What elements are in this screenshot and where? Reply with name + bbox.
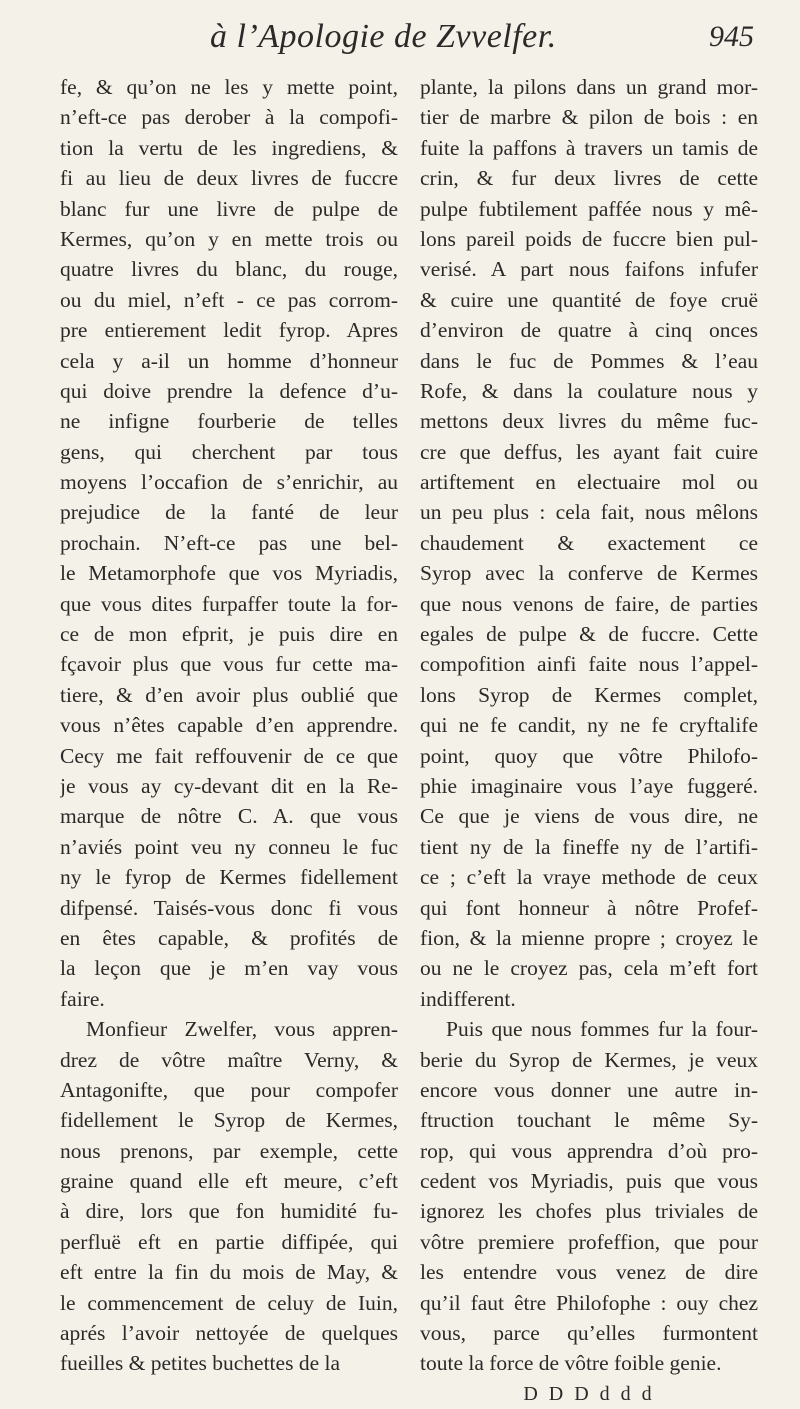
- text-line: prejudice de la fanté de leur: [60, 500, 398, 525]
- text-line: blanc fur une livre de pulpe de: [60, 196, 398, 221]
- running-head: [60, 12, 760, 60]
- text-line: ou du miel, n’eft - ce pas corrom-: [60, 287, 398, 312]
- text-line: graine quand elle eft meure, c’eft: [60, 1169, 398, 1194]
- text-line: pulpe fubtilement paffée nous y mê-: [420, 196, 758, 221]
- text-line: encore vous donner une autre in-: [420, 1077, 758, 1102]
- text-line: d’environ de quatre à cinq onces: [420, 318, 758, 343]
- text-line: un peu plus : cela fait, nous mêlons: [420, 500, 758, 525]
- text-line: egales de pulpe & de fuccre. Cette: [420, 622, 758, 647]
- left-column: [60, 72, 398, 1379]
- text-line: chaudement & exactement ce: [420, 530, 758, 555]
- text-line: vôtre premiere profeffion, que pour: [420, 1229, 758, 1254]
- text-line: ny le fyrop de Kermes fidellement: [60, 865, 398, 890]
- text-line: fçavoir plus que vous fur cette ma-: [60, 652, 398, 677]
- text-line: Monfieur Zwelfer, vous appren-: [86, 1017, 398, 1042]
- text-line: qu’il faut être Philofophe : ouy chez: [420, 1290, 758, 1315]
- text-line: verisé. A part nous faifons infufer: [420, 257, 758, 282]
- text-line: les entendre vous venez de dire: [420, 1260, 758, 1285]
- text-line: que nous venons de faire, de parties: [420, 591, 758, 616]
- text-line: Syrop avec la conferve de Kermes: [420, 561, 758, 586]
- text-line: point, quoy que vôtre Philofo-: [420, 743, 758, 768]
- text-line: fidellement le Syrop de Kermes,: [60, 1108, 398, 1133]
- running-title: à l’Apologie de Zvvelfer.: [210, 18, 557, 55]
- text-line: cela y a-il un homme d’honneur: [60, 348, 398, 373]
- text-line: que vous dites furpaffer toute la for-: [60, 591, 398, 616]
- text-line: cedent vos Myriadis, puis que vous: [420, 1169, 758, 1194]
- text-line: Puis que nous fommes fur la four-: [446, 1017, 758, 1042]
- text-line: fi au lieu de deux livres de fuccre: [60, 166, 398, 191]
- text-line: fe, & qu’on ne les y mette point,: [60, 75, 398, 99]
- text-line: gens, qui cherchent par tous: [60, 439, 398, 464]
- text-line: nous prenons, par exemple, cette: [60, 1138, 398, 1163]
- text-line: berie du Syrop de Kermes, je veux: [420, 1047, 758, 1072]
- text-line: fion, & la mienne propre ; croyez le: [420, 925, 758, 950]
- text-line: ne infigne fourberie de telles: [60, 409, 398, 434]
- text-line: ignorez les chofes plus triviales de: [420, 1199, 758, 1224]
- page-number: 945: [709, 20, 754, 53]
- text-line: prochain. N’eft-ce pas une bel-: [60, 530, 398, 555]
- text-line: Cecy me fait reffouvenir de ce que: [60, 743, 398, 768]
- text-line: le Metamorphofe que vos Myriadis,: [60, 561, 398, 586]
- text-line: tion la vertu de les ingrediens, &: [60, 135, 398, 160]
- text-line: la leçon que je m’en vay vous: [60, 956, 398, 981]
- text-line: à dire, lors que fon humidité fu-: [60, 1199, 398, 1224]
- text-line: vous, parce qu’elles furmontent: [420, 1321, 758, 1346]
- right-column: [420, 72, 758, 1409]
- text-line: lons pareil poids de fuccre bien pul-: [420, 226, 758, 251]
- text-line: je vous ay cy-devant dit en la Re-: [60, 773, 398, 798]
- text-line: fuite la paffons à travers un tamis de: [420, 135, 758, 160]
- text-line: n’eft-ce pas derober à la compofi-: [60, 105, 398, 130]
- text-line: perfluë eft en partie diffipée, qui: [60, 1229, 398, 1254]
- text-line: le commencement de celuy de Iuin,: [60, 1290, 398, 1315]
- text-line: tiere, & d’en avoir plus oublié que: [60, 682, 398, 707]
- text-line: ftruction touchant le même Sy-: [420, 1108, 758, 1133]
- text-line: lons Syrop de Kermes complet,: [420, 682, 758, 707]
- text-line: faire.: [60, 986, 105, 1011]
- text-line: pre entierement ledit fyrop. Apres: [60, 318, 398, 343]
- text-line: phie imaginaire vous l’aye fuggeré.: [420, 773, 758, 798]
- text-line: difpensé. Taisés-vous donc fi vous: [60, 895, 398, 920]
- text-line: vous n’êtes capable d’en apprendre.: [60, 713, 398, 738]
- text-line: indifferent.: [420, 986, 516, 1011]
- text-line: Ce que je viens de vous dire, ne: [420, 804, 758, 829]
- text-line: mettons deux livres du même fuc-: [420, 409, 758, 434]
- text-line: Kermes, qu’on y en mette trois ou: [60, 226, 398, 251]
- text-line: ce ; c’eft la vraye methode de ceux: [420, 865, 758, 890]
- text-line: Antagonifte, que pour compofer: [60, 1077, 398, 1102]
- text-line: quatre livres du blanc, du rouge,: [60, 257, 398, 282]
- text-line: tient ny de la fineffe ny de l’artifi-: [420, 834, 758, 859]
- text-line: crin, & fur deux livres de cette: [420, 166, 758, 191]
- text-line: artiftement en electuaire mol ou: [420, 470, 758, 495]
- text-line: qui ne fe candit, ny ne fe cryftalife: [420, 713, 758, 738]
- text-line: qui font honneur à nôtre Profef-: [420, 895, 758, 920]
- text-line: aprés l’avoir nettoyée de quelques: [60, 1321, 398, 1346]
- text-line: compofition ainfi faite nous l’appel-: [420, 652, 758, 677]
- text-line: qui doive prendre la defence d’u-: [60, 378, 398, 403]
- text-line: drez de vôtre maître Verny, &: [60, 1047, 398, 1072]
- text-line: moyens l’occafion de s’enrichir, au: [60, 470, 398, 495]
- text-line: ou ne le croyez pas, cela m’eft fort: [420, 956, 758, 981]
- text-line: toute la force de vôtre foible genie.: [420, 1351, 722, 1376]
- text-line: & cuire une quantité de foye cruë: [420, 287, 758, 312]
- text-line: rop, qui vous apprendra d’où pro-: [420, 1138, 758, 1163]
- text-line: n’aviés point veu ny conneu le fuc: [60, 834, 398, 859]
- text-line: eft entre la fin du mois de May, &: [60, 1260, 398, 1285]
- text-line: ce de mon efprit, je puis dire en: [60, 622, 398, 647]
- text-line: dans le fuc de Pommes & l’eau: [420, 348, 758, 373]
- text-line: marque de nôtre C. A. que vous: [60, 804, 398, 829]
- text-line: plante, la pilons dans un grand mor-: [420, 75, 758, 99]
- text-line: Rofe, & dans la coulature nous y: [420, 378, 758, 403]
- signature-mark: D D D d d d: [523, 1382, 655, 1405]
- text-line: tier de marbre & pilon de bois : en: [420, 105, 758, 130]
- text-line: en êtes capable, & profités de: [60, 925, 398, 950]
- text-line: fueilles & petites buchettes de la: [60, 1351, 341, 1376]
- text-line: cre que deffus, les ayant fait cuire: [420, 439, 758, 464]
